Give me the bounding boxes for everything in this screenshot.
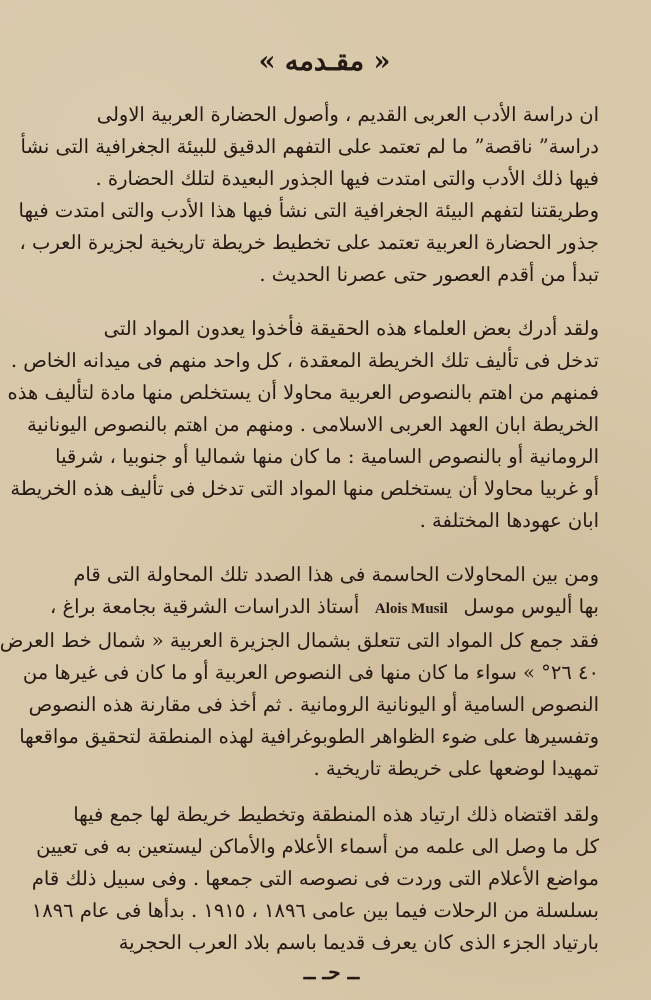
paragraph-2 <box>7 313 599 537</box>
text-line: أو غربيا محاولا أن يستخلص منها المواد التى تدخل فى تأليف هذه الخريطة <box>10 477 599 500</box>
text-line: فيها ذلك الأدب والتى امتدت فيها الجذور البعيدة لتلك الحضارة . <box>95 167 599 190</box>
text-line: النصوص السامية أو اليونانية الرومانية . ثم أخذ فى مقارنة هذه النصوص <box>28 693 599 716</box>
paragraph-1 <box>18 99 599 291</box>
page-title: « مقـدمه » <box>258 46 391 77</box>
text-line: وتفسيرها على ضوء الظواهر الطوبوغرافية لهذه المنطقة لتحقيق مواقعها <box>19 725 599 748</box>
text-line: فمنهم من اهتم بالنصوص العربية محاولا أن يستخلص منها مادة لتأليف هذه <box>7 381 599 404</box>
description-text: أستاذ الدراسات الشرقية بجامعة براغ ، <box>50 595 360 618</box>
text-line: ابان عهودها المختلفة . <box>419 509 599 532</box>
text-line: تبدأ من أقدم العصور حتى عصرنا الحديث . <box>259 263 599 286</box>
text-line: تمهيدا لوضعها على خريطة تاريخية . <box>313 757 599 780</box>
page-marker: ــ حـ ــ <box>303 960 360 984</box>
paragraph-gap <box>50 305 599 313</box>
text-line: دراسة” ناقصة” ما لم تعتمد على التفهم الدقيق للبيئة الجغرافية التى نشأ <box>20 135 599 158</box>
paragraph-4 <box>31 799 599 959</box>
text-line: ولقد اقتضاه ذلك ارتياد هذه المنطقة وتخطيط خريطة لها جمع فيها <box>73 803 599 826</box>
latin-name-text: Alois Musil <box>374 601 448 617</box>
text-line: ومن بين المحاولات الحاسمة فى هذا الصدد تلك المحاولة التى قام <box>73 563 599 586</box>
text-line: ان دراسة الأدب العربى القديم ، وأصول الحضارة العربية الاولى <box>96 103 599 126</box>
text-line: ولقد أدرك بعض العلماء هذه الحقيقة فأخذوا يعدون المواد التى <box>103 317 599 340</box>
text-line: تدخل فى تأليف تلك الخريطة المعقدة ، كل واحد منهم فى ميدانه الخاص . <box>10 349 599 372</box>
arabic-name-text: بها أليوس موسل <box>463 595 599 618</box>
paragraph-gap <box>50 551 599 559</box>
text-line: مواضع الأعلام التى وردت فى نصوصه التى جمعها . وفى سبيل ذلك قام <box>31 867 599 890</box>
mixed-language-line <box>50 591 599 625</box>
text-line: وطريقتنا لتفهم البيئة الجغرافية التى نشأ فيها هذا الأدب والتى امتدت فيها <box>18 199 599 222</box>
text-line: الخريطة ابان العهد العربى الاسلامى . ومنهم من اهتم بالنصوص اليونانية <box>26 413 599 436</box>
text-line: بارتياد الجزء الذى كان يعرف قديما باسم بلاد العرب الحجرية <box>118 931 599 954</box>
text-line: كل ما وصل الى علمه من أسماء الأعلام والأماكن ليستعين به فى تعيين <box>36 835 599 858</box>
text-line: الرومانية أو بالنصوص السامية : ما كان منها شماليا أو جنوبيا ، شرقيا <box>55 445 599 468</box>
text-line: ٤٠ ٢٦° » سواء ما كان منها فى النصوص العربية أو ما كان فى غيرها من <box>22 661 599 684</box>
text-line: جذور الحضارة العربية تعتمد على تخطيط خريطة تاريخية لجزيرة العرب ، <box>19 231 599 254</box>
text-line: بسلسلة من الرحلات فيما بين عامى ١٨٩٦ ، ١٩١٥ . بدأها فى عام ١٨٩٦ <box>31 899 599 922</box>
paragraph-3 <box>0 559 599 785</box>
text-line: فقد جمع كل المواد التى تتعلق بشمال الجزيرة العربية « شمال خط العرض <box>0 629 599 652</box>
